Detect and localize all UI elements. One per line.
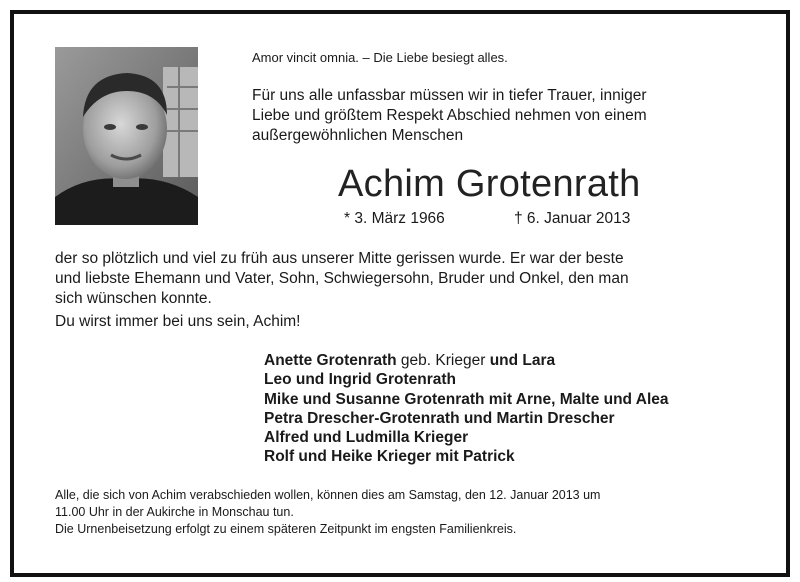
family-row: Alfred und Ludmilla Krieger <box>264 429 469 447</box>
portrait-photo <box>55 47 198 225</box>
family-row <box>264 351 669 370</box>
deceased-name: Achim Grotenrath <box>338 163 641 205</box>
intro-line: Liebe und größtem Respekt Abschied nehmen von einem <box>252 107 647 124</box>
body-line: sich wünschen konnte. <box>55 290 212 307</box>
intro-line: Für uns alle unfassbar müssen wir in tiefer Trauer, inniger <box>252 87 647 104</box>
family-row: Leo und Ingrid Grotenrath <box>264 371 457 389</box>
ceremony-notice <box>55 487 749 538</box>
death-date: † 6. Januar 2013 <box>514 210 631 227</box>
intro-line: außergewöhnlichen Menschen <box>252 127 464 144</box>
body-line: und liebste Ehemann und Vater, Sohn, Schwiegersohn, Bruder und Onkel, den man <box>55 270 629 287</box>
family-first-rest: und Lara <box>489 352 556 369</box>
family-row: Rolf und Heike Krieger mit Patrick <box>264 448 515 466</box>
birth-date: * 3. März 1966 <box>344 210 445 227</box>
obituary-frame <box>10 10 790 577</box>
family-first-nee: geb. Krieger <box>396 352 490 369</box>
family-first-name: Anette Grotenrath <box>264 352 397 369</box>
body-paragraph <box>55 249 749 309</box>
family-signatures <box>264 351 669 467</box>
family-row: Petra Drescher-Grotenrath und Martin Drescher <box>264 409 615 427</box>
motto-text: Amor vincit omnia. – Die Liebe besiegt alles. <box>252 50 508 65</box>
notice-line: 11.00 Uhr in der Aukirche in Monschau tun. <box>55 505 294 519</box>
notice-line: Alle, die sich von Achim verabschieden wollen, können dies am Samstag, den 12. Januar 2013 um <box>55 488 601 502</box>
body-line: der so plötzlich und viel zu früh aus unserer Mitte gerissen wurde. Er war der beste <box>55 250 624 267</box>
portrait-image <box>55 47 198 225</box>
intro-paragraph <box>252 86 748 146</box>
family-row: Mike und Susanne Grotenrath mit Arne, Malte und Alea <box>264 390 669 408</box>
farewell-text: Du wirst immer bei uns sein, Achim! <box>55 313 301 330</box>
notice-line: Die Urnenbeisetzung erfolgt zu einem späteren Zeitpunkt im engsten Familienkreis. <box>55 522 517 536</box>
